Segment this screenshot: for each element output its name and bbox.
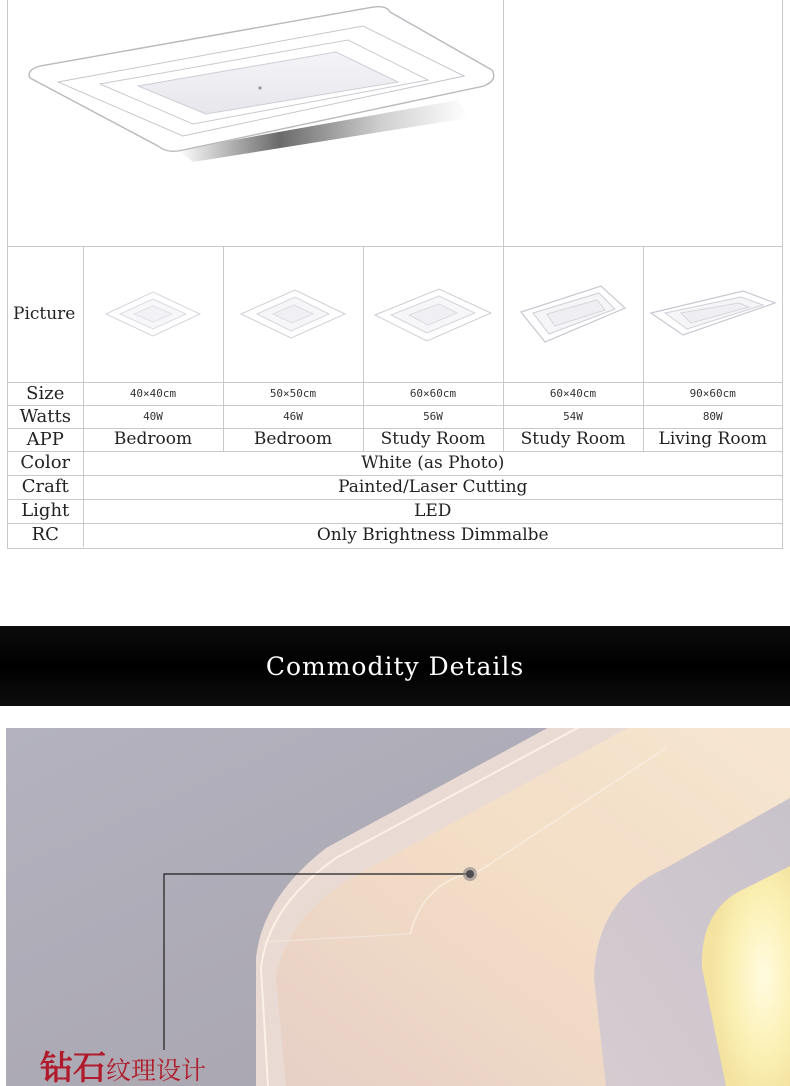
rc-value: Only Brightness Dimmalbe	[83, 523, 782, 547]
watts-value: 54W	[503, 405, 643, 428]
thumb-cell-90x60	[643, 247, 782, 382]
lamp-thumbnail-40x40	[98, 284, 208, 344]
watts-row	[8, 405, 782, 428]
size-value: 90×60cm	[643, 382, 782, 405]
detail-photo	[6, 728, 790, 1086]
app-value: Living Room	[643, 428, 782, 451]
size-label: Size	[8, 382, 83, 405]
watts-value: 46W	[223, 405, 363, 428]
light-row	[8, 499, 782, 523]
size-value: 60×40cm	[503, 382, 643, 405]
lamp-thumbnail-60x40	[517, 282, 629, 346]
app-value: Bedroom	[83, 428, 223, 451]
lamp-thumbnail-50x50	[237, 284, 349, 344]
watts-value: 40W	[83, 405, 223, 428]
hero-lamp-image	[18, 0, 508, 175]
caption-light-text: 纹理设计	[106, 1056, 207, 1085]
craft-row	[8, 475, 782, 499]
craft-value: Painted/Laser Cutting	[83, 475, 782, 499]
thumb-cell-60x60	[363, 247, 503, 382]
caption-strong-text: 钻石	[40, 1048, 106, 1086]
app-value: Study Room	[503, 428, 643, 451]
size-value: 50×50cm	[223, 382, 363, 405]
rc-label: RC	[8, 523, 83, 547]
lamp-thumbnail-90x60	[647, 287, 779, 341]
lamp-thumbnail-60x60	[371, 283, 495, 345]
light-label: Light	[8, 499, 83, 523]
app-value: Study Room	[363, 428, 503, 451]
app-label: APP	[8, 428, 83, 451]
thumb-cell-40x40	[83, 247, 223, 382]
picture-row	[8, 247, 782, 382]
color-row	[8, 451, 782, 475]
spec-sheet	[7, 0, 783, 549]
watts-label: Watts	[8, 405, 83, 428]
color-value: White (as Photo)	[83, 451, 782, 475]
craft-label: Craft	[8, 475, 83, 499]
app-row	[8, 428, 782, 451]
section-banner	[0, 626, 790, 706]
size-value: 40×40cm	[83, 382, 223, 405]
section-title: Commodity Details	[265, 651, 525, 681]
light-value: LED	[83, 499, 782, 523]
rc-row	[8, 523, 782, 547]
watts-value: 56W	[363, 405, 503, 428]
lamp-closeup-image	[6, 728, 790, 1086]
picture-label: Picture	[8, 247, 83, 382]
watts-value: 80W	[643, 405, 782, 428]
hero-image-area	[8, 0, 782, 247]
detail-caption	[40, 1042, 206, 1086]
thumb-cell-50x50	[223, 247, 363, 382]
color-label: Color	[8, 451, 83, 475]
size-value: 60×60cm	[363, 382, 503, 405]
spec-table	[8, 247, 782, 547]
thumb-cell-60x40	[503, 247, 643, 382]
app-value: Bedroom	[223, 428, 363, 451]
hero-divider	[503, 0, 504, 247]
size-row	[8, 382, 782, 405]
